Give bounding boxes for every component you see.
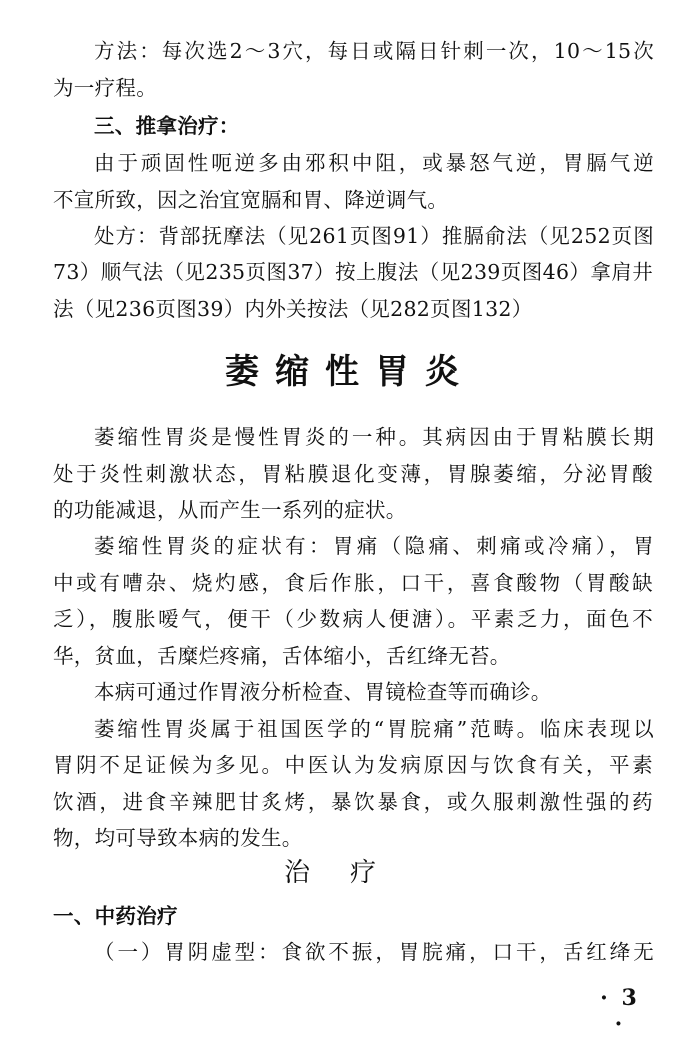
- tcm-line-3: 饮酒，进食辛辣肥甘炙烤，暴饮暴食，或久服刺激性强的药: [53, 790, 653, 814]
- intro-line-1: 萎缩性胃炎是慢性胃炎的一种。其病因由于胃粘膜长期: [94, 425, 654, 449]
- chapter-title: 萎缩性胃炎: [225, 352, 475, 392]
- tcm-line-4: 物，均可导致本病的发生。: [53, 826, 303, 850]
- tcm-line-2: 胃阴不足证候为多见。中医认为发病原因与饮食有关，平素: [53, 753, 653, 777]
- section-heading-herbal: 一、中药治疗: [53, 904, 178, 928]
- tcm-line-1: 萎缩性胃炎属于祖国医学的“胃脘痛”范畴。临床表现以: [94, 717, 654, 741]
- symptoms-line-4: 华，贫血，舌糜烂疼痛，舌体缩小，舌红绛无苔。: [53, 644, 511, 668]
- method-line-1: 方法：每次选2～3穴，每日或隔日针刺一次，10～15次: [94, 39, 654, 63]
- treatment-title: 治疗: [283, 858, 416, 888]
- diagnosis-line: 本病可通过作胃液分析检查、胃镜检查等而确诊。: [94, 680, 552, 704]
- method-line-2: 为一疗程。: [53, 76, 157, 100]
- stomach-yin-line-1: （一）胃阴虚型：食欲不振，胃脘痛，口干，舌红绛无: [94, 940, 654, 964]
- page-number: · 3 ·: [600, 985, 640, 1037]
- symptoms-line-1: 萎缩性胃炎的症状有：胃痛（隐痛、刺痛或冷痛），胃: [94, 534, 654, 558]
- intro-line-2: 处于炎性刺激状态，胃粘膜退化变薄，胃腺萎缩，分泌胃酸: [53, 462, 653, 486]
- symptoms-line-3: 乏），腹胀嗳气，便干（少数病人便溏）。平素乏力，面色不: [53, 607, 653, 631]
- prescription-line-2: 73）顺气法（见235页图37）按上腹法（见239页图46）拿肩井: [53, 260, 653, 284]
- intro-line-3: 的功能减退，从而产生一系列的症状。: [53, 498, 407, 522]
- prescription-line-3: 法（见236页图39）内外关按法（见282页图132）: [53, 297, 533, 321]
- prescription-line-1: 处方：背部抚摩法（见261页图91）推膈俞法（见252页图: [94, 224, 654, 248]
- section-heading-massage: 三、推拿治疗：: [94, 114, 240, 138]
- cause-line-1: 由于顽固性呃逆多由邪积中阻，或暴怒气逆，胃膈气逆: [94, 151, 654, 175]
- symptoms-line-2: 中或有嘈杂、烧灼感，食后作胀，口干，喜食酸物（胃酸缺: [53, 571, 653, 595]
- cause-line-2: 不宣所致，因之治宜宽膈和胃、降逆调气。: [53, 188, 449, 212]
